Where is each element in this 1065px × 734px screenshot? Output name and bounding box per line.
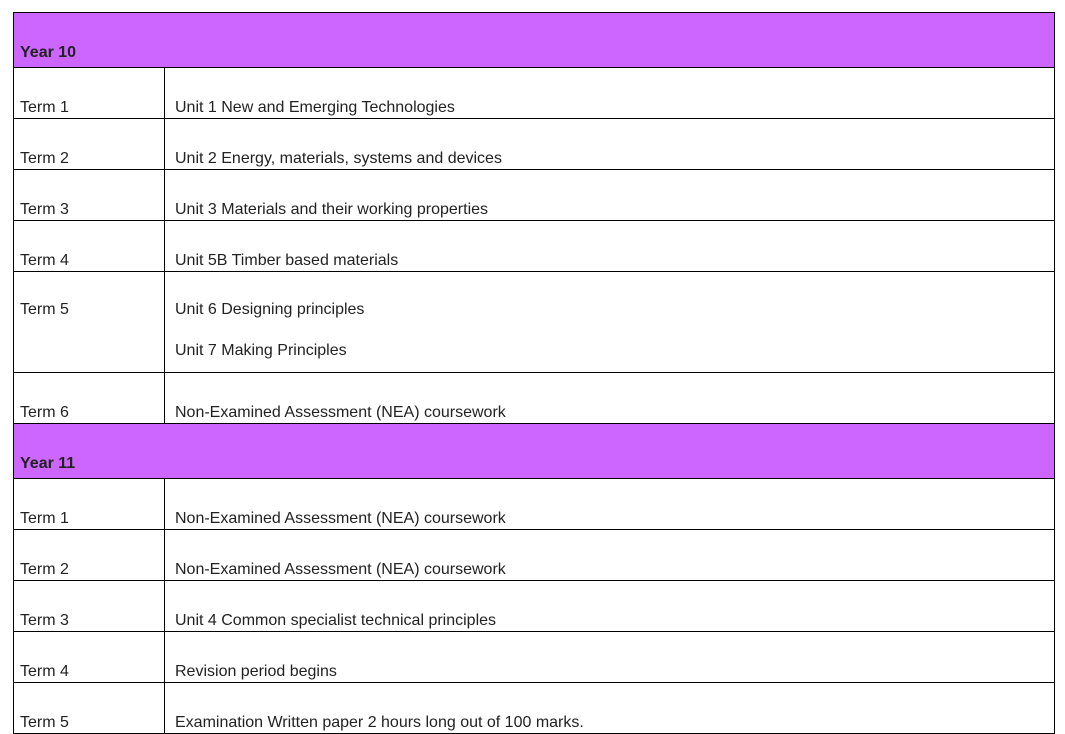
unit-line: Unit 6 Designing principles <box>175 301 365 318</box>
table-row <box>14 530 1055 581</box>
table-row <box>14 68 1055 119</box>
term-cell: Term 1 <box>14 479 165 530</box>
term-cell: Term 3 <box>14 581 165 632</box>
year-10-header-row <box>14 13 1055 68</box>
table-row <box>14 683 1055 734</box>
unit-cell: Unit 4 Common specialist technical principles <box>165 581 1055 632</box>
unit-line: Unit 7 Making Principles <box>175 342 347 359</box>
unit-cell: Examination Written paper 2 hours long out of 100 marks. <box>165 683 1055 734</box>
unit-cell: Unit 5B Timber based materials <box>165 221 1055 272</box>
term-cell: Term 2 <box>14 530 165 581</box>
unit-cell <box>165 272 1055 373</box>
term-cell: Term 3 <box>14 170 165 221</box>
table-row <box>14 221 1055 272</box>
unit-cell: Non-Examined Assessment (NEA) coursework <box>165 373 1055 424</box>
year-11-header: Year 11 <box>14 424 1055 479</box>
table-row <box>14 272 1055 373</box>
table-row <box>14 119 1055 170</box>
term-cell: Term 4 <box>14 221 165 272</box>
course-schedule-table <box>13 12 1055 734</box>
unit-cell: Unit 1 New and Emerging Technologies <box>165 68 1055 119</box>
unit-cell: Non-Examined Assessment (NEA) coursework <box>165 530 1055 581</box>
year-11-header-row <box>14 424 1055 479</box>
table-row <box>14 170 1055 221</box>
table-row <box>14 479 1055 530</box>
term-cell: Term 6 <box>14 373 165 424</box>
term-cell: Term 4 <box>14 632 165 683</box>
term-label: Term 5 <box>20 301 69 318</box>
term-cell <box>14 272 165 373</box>
term-cell: Term 5 <box>14 683 165 734</box>
unit-cell: Unit 2 Energy, materials, systems and devices <box>165 119 1055 170</box>
term-cell: Term 1 <box>14 68 165 119</box>
unit-cell: Revision period begins <box>165 632 1055 683</box>
year-10-header: Year 10 <box>14 13 1055 68</box>
table-row <box>14 581 1055 632</box>
table-row <box>14 632 1055 683</box>
unit-cell: Non-Examined Assessment (NEA) coursework <box>165 479 1055 530</box>
unit-cell: Unit 3 Materials and their working properties <box>165 170 1055 221</box>
table-row <box>14 373 1055 424</box>
term-cell: Term 2 <box>14 119 165 170</box>
